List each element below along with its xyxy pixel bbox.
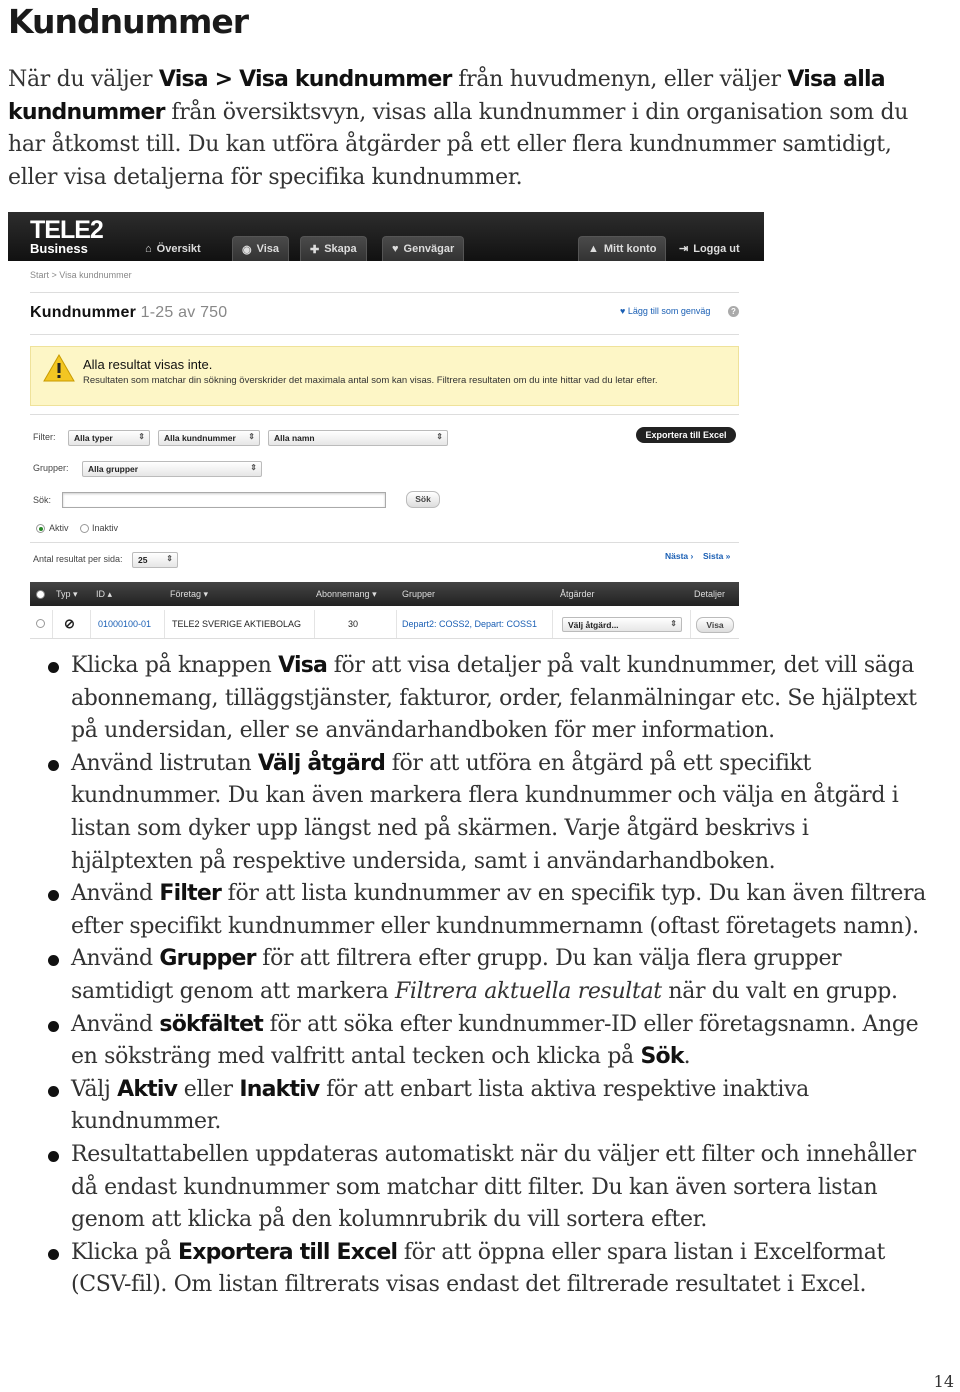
bullet-text: eller xyxy=(177,1076,240,1102)
bullet-icon xyxy=(48,662,59,673)
page-title xyxy=(30,304,227,322)
bullet-keyword: Visa xyxy=(278,653,328,678)
warning-icon xyxy=(43,354,75,382)
app-screenshot xyxy=(8,212,764,642)
list-item xyxy=(46,878,926,943)
divider xyxy=(30,414,739,415)
list-item xyxy=(46,1009,926,1074)
column-divider xyxy=(52,610,53,638)
divider xyxy=(30,292,739,293)
bullet-keyword: sökfältet xyxy=(159,1011,263,1037)
select-value: Alla grupper xyxy=(88,464,139,474)
bullet-text: för att öppna eller spara listan i Excelformat (CSV-fil). Om listan filtrerats visas endast det filtrerade resultatet i Excel. xyxy=(71,1239,885,1298)
radio-inactive[interactable] xyxy=(80,524,89,533)
per-page-select[interactable] xyxy=(132,552,178,568)
column-foretag[interactable] xyxy=(170,589,208,600)
groups-label: Grupper: xyxy=(33,463,69,473)
view-details-button[interactable]: Visa xyxy=(696,617,734,633)
select-action-dropdown[interactable] xyxy=(562,617,682,632)
bullet-text: Resultattabellen uppdateras automatiskt när du väljer ett filter och innehåller då endast kundnummer som matchar ditt filter. Du kan även sortera listan genom att klicka på den kolumnrubrik du vill sortera efter. xyxy=(71,1141,916,1233)
intro-menu-item: Visa alla kundnummer xyxy=(8,67,885,125)
sort-down-icon: ▾ xyxy=(73,589,78,599)
row-checkbox[interactable] xyxy=(36,619,45,628)
nav-label: Genvägar xyxy=(403,243,455,255)
next-page-link[interactable]: Nästa › xyxy=(665,551,694,561)
list-item xyxy=(46,748,926,878)
bullet-icon xyxy=(48,1249,59,1260)
nav-oversikt[interactable] xyxy=(136,236,210,261)
logout-icon: ⇥ xyxy=(679,243,689,255)
intro-text: När du väljer xyxy=(8,67,159,92)
title-text: Kundnummer xyxy=(30,304,136,321)
nav-genvagar[interactable] xyxy=(382,236,464,261)
column-divider xyxy=(314,610,315,638)
top-navigation-bar xyxy=(8,212,764,261)
filter-number-select[interactable] xyxy=(158,430,260,446)
bullet-text: Använd listrutan xyxy=(71,750,258,776)
bullet-text: Använd xyxy=(71,1011,160,1037)
nav-label: Översikt xyxy=(156,242,201,255)
warning-title: Alla resultat visas inte. xyxy=(83,357,213,372)
nav-visa[interactable] xyxy=(232,236,289,261)
warning-banner xyxy=(30,346,739,406)
nav-label: Visa xyxy=(256,243,280,255)
customer-type-icon: ⊘ xyxy=(64,616,75,631)
groups-select[interactable] xyxy=(82,461,262,477)
bullet-text: för att visa detaljer på valt kundnummer, det vill säga abonnemang, tilläggstjänster, fakturor, order, felanmälningar etc. Se hjälptext på undersidan, eller se användarhandboken för mer information. xyxy=(71,653,917,744)
select-value: 25 xyxy=(138,555,148,565)
column-divider xyxy=(690,610,691,638)
bullet-keyword: Välj åtgärd xyxy=(257,750,386,776)
column-divider xyxy=(164,610,165,638)
last-page-link[interactable]: Sista » xyxy=(703,551,731,561)
select-arrow-icon: ⇕ xyxy=(248,432,255,441)
nav-label: Skapa xyxy=(324,243,357,255)
table-header xyxy=(30,582,739,606)
column-abonnemang[interactable] xyxy=(316,589,377,600)
eye-icon: ◉ xyxy=(242,243,252,256)
bullet-keyword: Sök xyxy=(640,1044,684,1070)
list-item xyxy=(46,1139,926,1237)
result-count: 1-25 av 750 xyxy=(140,304,228,321)
help-icon[interactable]: ? xyxy=(728,306,739,317)
sort-down-icon: ▾ xyxy=(372,589,377,599)
column-grupper: Grupper xyxy=(402,589,436,599)
bullet-text: för att utföra en åtgärd på ett specifikt kundnummer. Du kan även markera flera kundnummer och välja en åtgärd i listan som dyker upp längst ned på skärmen. Varje åtgärd beskrivs i hjälptexten på respektive undersida, samt i användarhandboken. xyxy=(71,750,899,874)
intro-text: från huvudmenyn, eller väljer xyxy=(451,67,788,92)
column-divider xyxy=(90,610,91,638)
search-button[interactable]: Sök xyxy=(406,491,440,508)
instruction-list xyxy=(46,650,926,1302)
nav-mitt-konto[interactable] xyxy=(578,236,666,261)
row-company: TELE2 SVERIGE AKTIEBOLAG xyxy=(172,619,302,629)
divider xyxy=(30,542,739,543)
radio-active[interactable] xyxy=(36,524,45,533)
bullet-text: för att filtrera efter grupp. Du kan välja flera grupper samtidigt genom att markera xyxy=(71,946,842,1004)
bullet-text: för att lista kundnummer av en specifik typ. Du kan även filtrera efter specifikt kundnummer eller kundnummernamn (oftast företagets namn). xyxy=(71,881,926,939)
breadcrumb[interactable]: Start > Visa kundnummer xyxy=(30,270,132,280)
list-item xyxy=(46,1074,926,1139)
radio-active-label: Aktiv xyxy=(49,523,69,533)
warning-text: Resultaten som matchar din sökning överskrider det maximala antal som kan visas. Filtrera resultaten om du inte hittar vad du letar efter. xyxy=(83,375,658,386)
per-page-label: Antal resultat per sida: xyxy=(33,554,123,564)
sort-up-icon: ▴ xyxy=(107,589,113,599)
column-detaljer: Detaljer xyxy=(694,589,726,599)
list-item xyxy=(46,943,926,1008)
filter-label: Filter: xyxy=(33,432,56,442)
intro-menu-path: Visa > Visa kundnummer xyxy=(158,67,452,92)
bullet-text: när du valt en grupp. xyxy=(661,978,898,1004)
column-label: ID xyxy=(96,589,105,599)
select-value: Alla typer xyxy=(74,433,113,443)
user-icon: ▲ xyxy=(588,243,599,255)
export-excel-button[interactable]: Exportera till Excel xyxy=(636,427,736,443)
table-row xyxy=(30,610,739,639)
select-value: Välj åtgärd... xyxy=(568,620,619,630)
home-icon: ⌂ xyxy=(145,242,152,255)
list-item xyxy=(46,650,926,748)
nav-label: Logga ut xyxy=(693,242,740,255)
tele2-logo: TELE2 xyxy=(30,216,103,244)
bullet-icon xyxy=(48,1086,59,1097)
sort-down-icon: ▾ xyxy=(203,589,209,599)
intro-paragraph xyxy=(8,64,938,194)
bullet-text: för att enbart lista aktiva respektive inaktiva kundnummer. xyxy=(71,1076,809,1135)
bullet-text: Klicka på xyxy=(71,1239,178,1265)
select-value: Alla namn xyxy=(274,433,315,443)
select-arrow-icon: ⇕ xyxy=(166,554,173,563)
nav-label: Mitt konto xyxy=(603,243,657,255)
bullet-text: Använd xyxy=(71,946,160,972)
bullet-text: Använd xyxy=(71,881,160,907)
bullet-icon xyxy=(48,1151,59,1162)
select-value: Alla kundnummer xyxy=(164,433,236,443)
bullet-keyword: Inaktiv xyxy=(239,1076,320,1102)
column-label: Företag xyxy=(170,589,202,599)
bullet-icon xyxy=(48,1021,59,1032)
list-item xyxy=(46,1237,926,1302)
bullet-text: Välj xyxy=(71,1076,118,1102)
select-all-checkbox[interactable] xyxy=(36,590,45,599)
filter-type-select[interactable] xyxy=(68,430,150,446)
bullet-text: Klicka på knappen xyxy=(71,653,279,678)
search-input[interactable] xyxy=(62,492,386,508)
filter-name-select[interactable] xyxy=(268,430,448,446)
select-arrow-icon: ⇕ xyxy=(250,463,257,472)
bullet-emphasis: Filtrera aktuella resultat xyxy=(395,978,662,1004)
bullet-keyword: Filter xyxy=(159,881,222,907)
row-groups[interactable]: Depart2: COSS2, Depart: COSS1 xyxy=(402,619,538,629)
bullet-keyword: Grupper xyxy=(159,946,256,972)
page-heading: Kundnummer xyxy=(8,2,249,41)
heart-icon: ♥ xyxy=(392,243,399,255)
radio-inactive-label: Inaktiv xyxy=(92,523,119,533)
heart-icon: ♥ xyxy=(620,306,628,316)
shortcut-label: Lägg till som genväg xyxy=(627,306,711,316)
column-atgarder: Åtgärder xyxy=(560,589,595,599)
bullet-text: . xyxy=(683,1044,691,1070)
column-id[interactable] xyxy=(96,589,112,600)
nav-logga-ut[interactable] xyxy=(670,236,749,261)
business-logo-text: Business xyxy=(30,241,88,256)
column-label: Abonnemang xyxy=(316,589,370,599)
row-id[interactable]: 01000100-01 xyxy=(98,619,152,629)
page-number: 14 xyxy=(933,1372,954,1391)
bullet-icon xyxy=(48,955,59,966)
divider xyxy=(30,334,739,335)
bullet-icon xyxy=(48,890,59,901)
bullet-text: för att söka efter kundnummer-ID eller företagsnamn. Ange en söksträng med valfritt antal tecken och klicka på xyxy=(71,1011,919,1070)
search-label: Sök: xyxy=(33,495,52,505)
column-label: Typ xyxy=(56,589,71,599)
plus-icon: ✚ xyxy=(310,243,320,256)
bullet-keyword: Aktiv xyxy=(117,1076,178,1102)
row-subscriptions: 30 xyxy=(348,619,359,629)
select-arrow-icon: ⇕ xyxy=(670,619,677,628)
column-divider xyxy=(396,610,397,638)
intro-text: från översiktsvyn, visas alla kundnummer i din organisation som du har åtkomst till. Du kan utföra åtgärder på ett eller flera kundnummer samtidigt, eller visa detaljerna för specifika kundnummer. xyxy=(8,99,909,190)
select-arrow-icon: ⇕ xyxy=(138,432,145,441)
bullet-keyword: Exportera till Excel xyxy=(177,1239,398,1265)
add-shortcut-link[interactable] xyxy=(620,306,710,316)
select-arrow-icon: ⇕ xyxy=(436,432,443,441)
bullet-icon xyxy=(48,760,59,771)
column-typ[interactable] xyxy=(56,589,78,600)
column-divider xyxy=(552,610,553,638)
nav-skapa[interactable] xyxy=(300,236,367,261)
